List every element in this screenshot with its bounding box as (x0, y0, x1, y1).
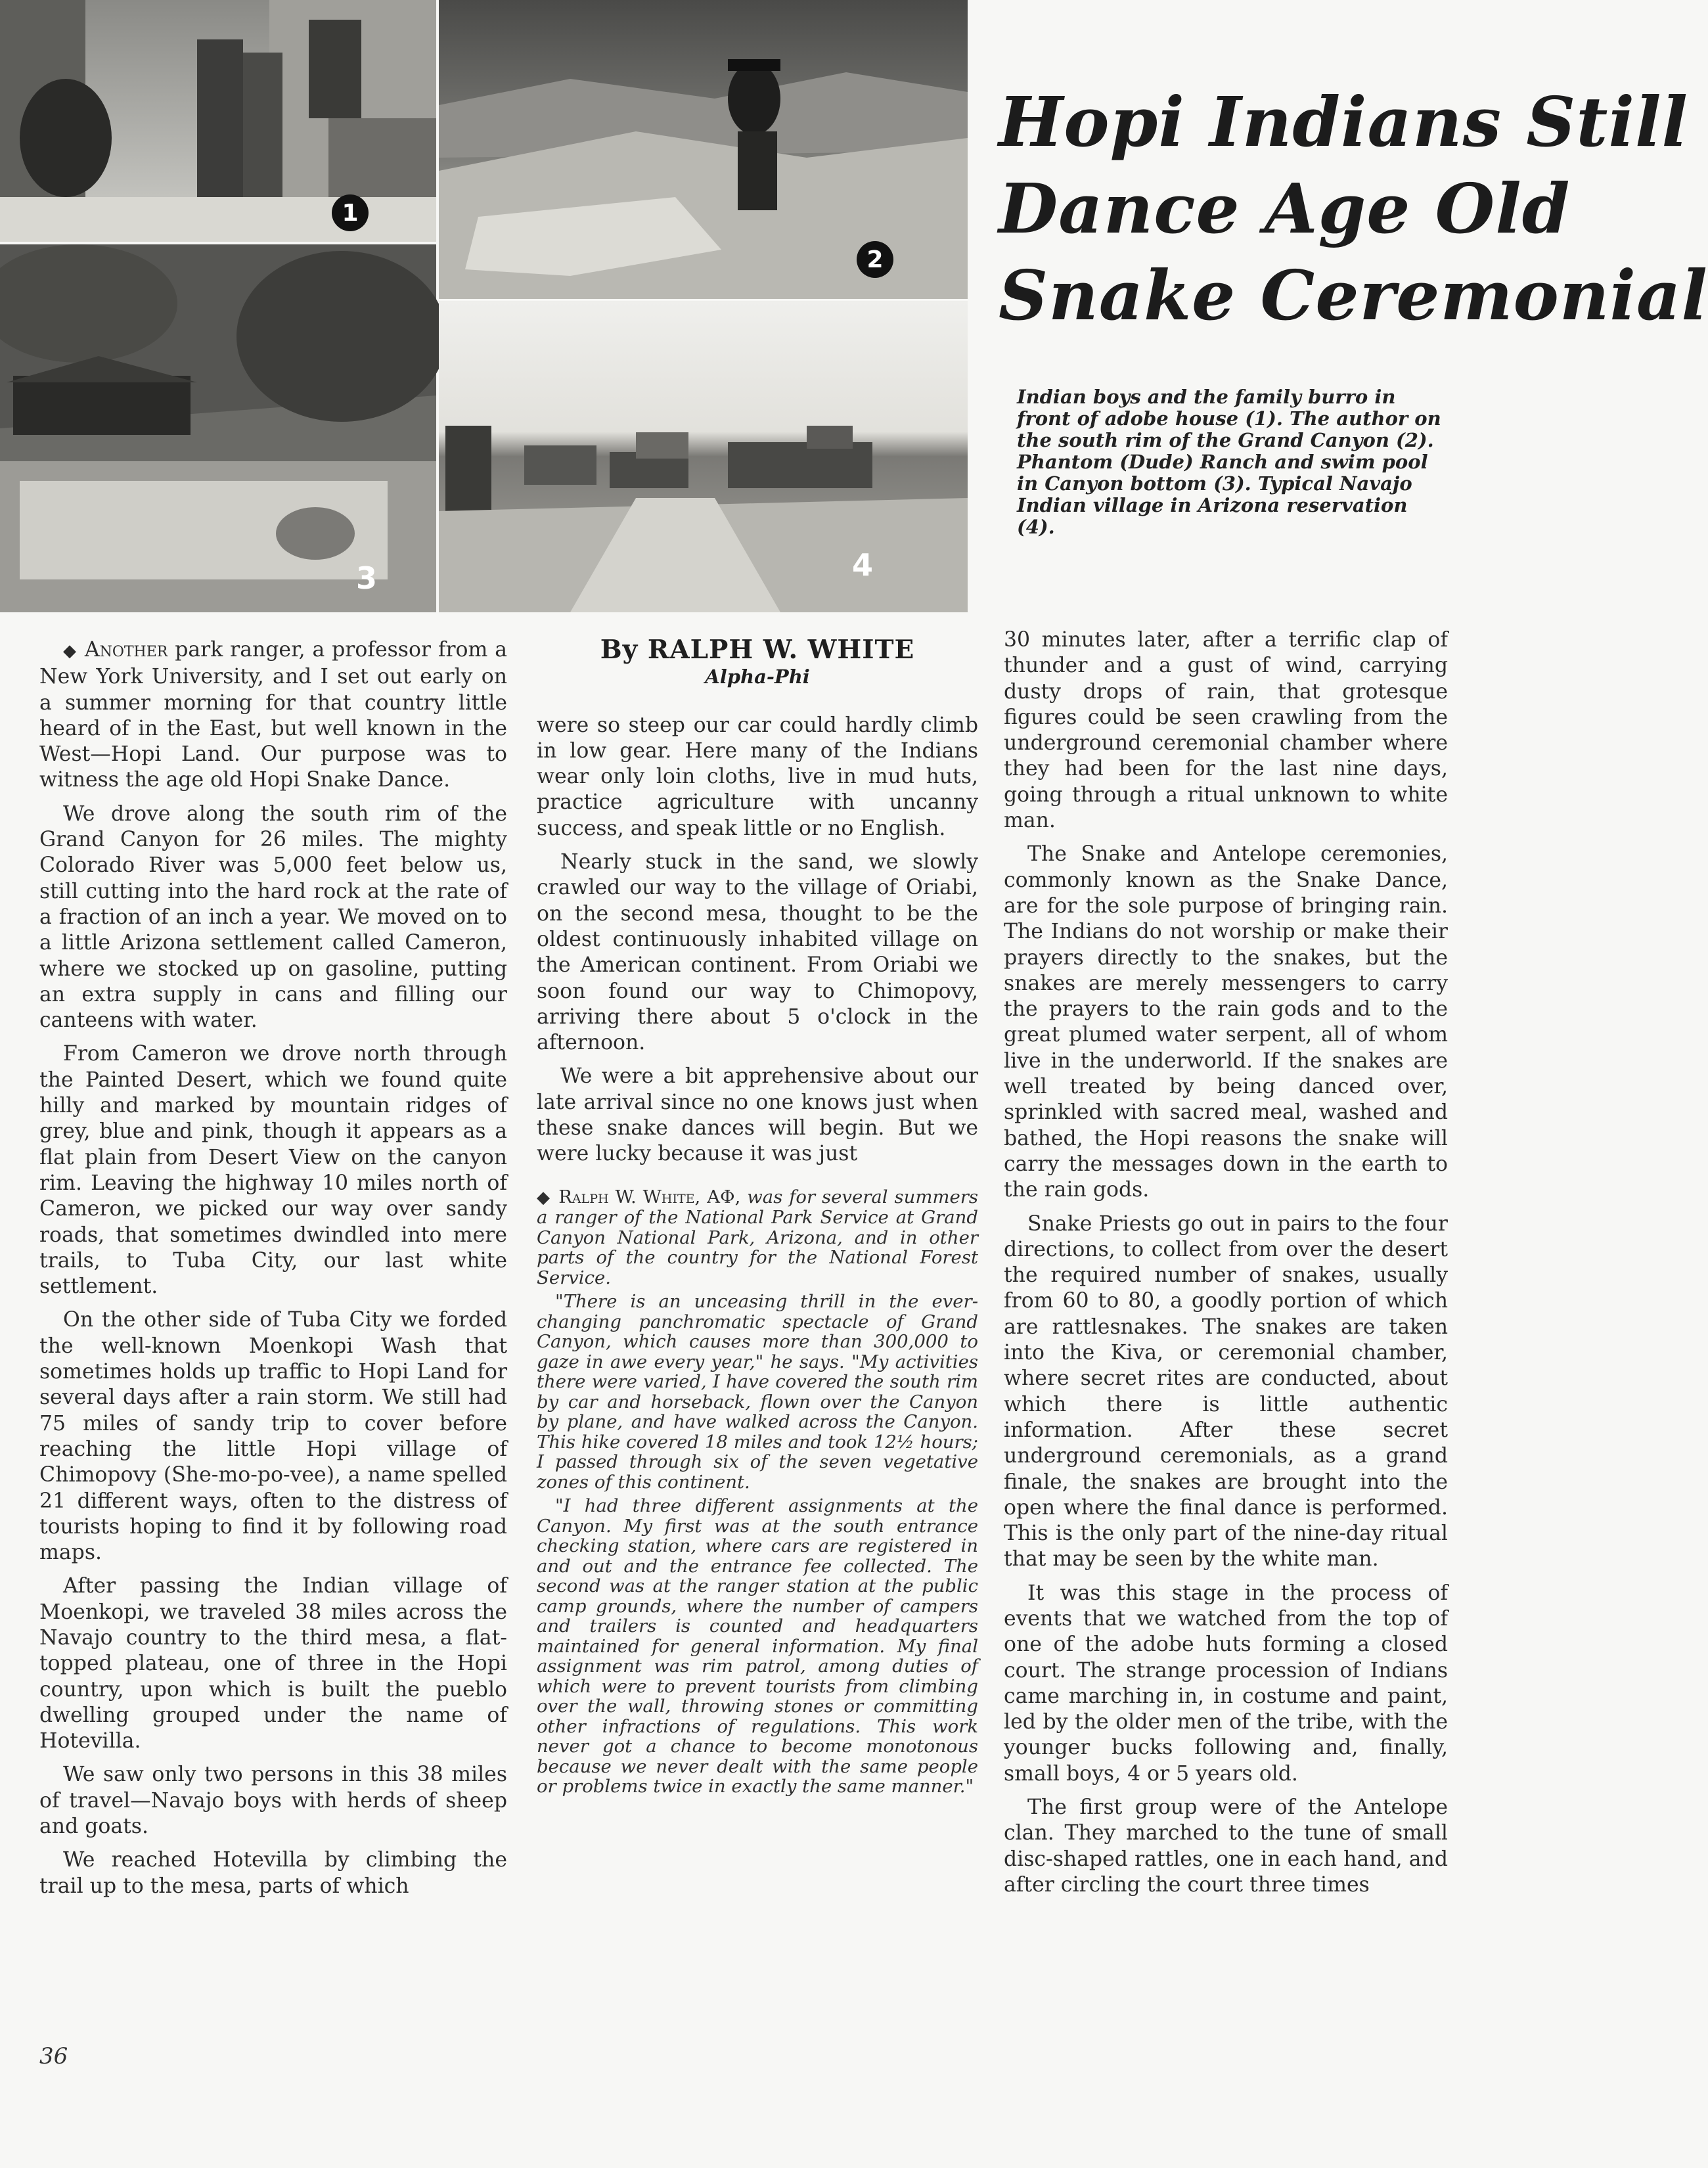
article-paragraph: On the other side of Tuba City we forded the well-known Moenkopi Wash that sometimes holds up traffic to Hopi Land for several days after a rain storm. We still had 75 miles of sandy trip to cover before reaching the little Hopi village of Chimopovy (She-mo-po-vee), a name spelled 21 different ways, often to the distress of tourists hoping to find it by following road maps. (39, 1308, 507, 1565)
sidebar-paragraph: "I had three different assignments at the Canyon. My first was at the south entrance checking station, where cars are registered in and out and the entrance fee collected. The second was at the ranger station at the public camp grounds, where the number of campers and trailers is counted and headquarters maintained for general information. My final assignment was rim patrol, among duties of which were to prevent tourists from climbing over the wall, throwing stones or committing other infractions of regulations. This work never got a chance to become monotonous because we never dealt with the same people or problems twice in exactly the same manner." (537, 1495, 978, 1797)
byline-author: By RALPH W. WHITE (600, 635, 915, 665)
photo-phantom-ranch-pool (0, 244, 436, 612)
article-paragraph: Nearly stuck in the sand, we slowly crawled our way to the village of Oriabi, on the second mesa, thought to be the oldest continuously inhabited village on the American continent. From Oriabi we soon found our way to Chimopovy, arriving there about 5 o'clock in the afternoon. (537, 850, 978, 1055)
article-paragraph (39, 637, 507, 794)
article-paragraph: The Snake and Antelope ceremonies, commonly known as the Snake Dance, are for the sole purpose of bringing rain. The Indians do not worship or make their prayers directly to the snakes, but the snakes are merely messengers to carry the prayers to the rain gods and to the great plumed water serpent, all of whom live in the underworld. If the snakes are well treated by being danced over, sprinkled with sacred meal, washed and bathed, the Hopi reasons the snake will carry the messages down in the earth to the rain gods. (1004, 842, 1448, 1202)
photo-number-1-badge: 1 (332, 194, 369, 231)
title-line-2: Dance Age Old (999, 168, 1571, 249)
article-title (999, 79, 1708, 339)
author-sidebar (537, 1187, 978, 1797)
article-paragraph: Snake Priests go out in pairs to the four directions, to collect from over the desert the required number of snakes, usually from 60 to 80, a goodly portion of which are rattlesnakes. The snakes are taken into the Kiva, or ceremonial chamber, where secret rites are conducted, about which there is little authentic information. After these secret underground ceremonials, as a grand finale, the snakes are brought into the open where the final dance is performed. This is the only part of the nine-day ritual that may be seen by the white man. (1004, 1211, 1448, 1571)
article-paragraph: After passing the Indian village of Moenkopi, we traveled 38 miles across the Navajo country to the third mesa, a flat-topped plateau, one of three in the Hopi country, upon which is built the pueblo dwelling grouped under the name of Hotevilla. (39, 1574, 507, 1753)
sidebar-author-name: Ralph W. White, AΦ, (558, 1186, 741, 1208)
sidebar-paragraph: "There is an unceasing thrill in the ever-changing panchromatic spectacle of Grand Canyon, which causes more than 300,000 to gaze in awe every year," he says. "My activities there were varied, I have covered the south rim by car and horseback, flown over the Canyon by plane, and have walked across the Canyon. This hike covered 18 miles and took 12½ hours; I passed through six of the seven vegetative zones of this continent. (537, 1291, 978, 1493)
article-paragraph: We drove along the south rim of the Grand Canyon for 26 miles. The mighty Colorado River was 5,000 feet below us, still cutting into the hard rock at the rate of a fraction of an inch a year. We moved on to a little Arizona settlement called Cameron, where we stocked up on gasoline, putting an extra supply in cans and filling our canteens with water. (39, 802, 507, 1033)
sidebar-paragraph (537, 1187, 978, 1288)
diamond-bullet-icon: ◆ (63, 641, 77, 661)
page-number: 36 (39, 2043, 68, 2069)
article-paragraph: 30 minutes later, after a terrific clap of thunder and a gust of wind, carrying dusty drops of rain, that grotesque figures could be seen crawling from the underground ceremonial chamber where they had been for the last nine days, going through a ritual unknown to white man. (1004, 628, 1448, 833)
photo-navajo-village (439, 301, 968, 612)
article-paragraph: The first group were of the Antelope clan. They marched to the tune of small disc-shaped rattles, one in each hand, and after circling the court three times (1004, 1795, 1448, 1897)
byline-chapter: Alpha-Phi (705, 666, 810, 689)
article-paragraph: From Cameron we drove north through the Painted Desert, which we found quite hilly and marked by mountain ridges of grey, blue and pink, though it appears as a flat plain from Desert View on the canyon rim. Leaving the highway 10 miles north of Cameron, we picked our way over sandy roads, that sometimes dwindled into mere trails, to Tuba City, our last white settlement. (39, 1042, 507, 1299)
article-paragraph: It was this stage in the process of events that we watched from the top of one of the adobe huts forming a closed court. The strange procession of Indians came marching in, in costume and paint, led by the older men of the tribe, with the younger bucks following and, finally, small boys, 4 or 5 years old. (1004, 1581, 1448, 1786)
article-paragraph: We were a bit apprehensive about our late arrival since no one knows just when these snake dances will begin. But we were lucky because it was just (537, 1064, 978, 1166)
article-paragraph: were so steep our car could hardly climb in low gear. Here many of the Indians wear only loin cloths, live in mud huts, practice agriculture with uncanny success, and speak little or no English. (537, 713, 978, 840)
photo-indian-boys-adobe-house (0, 0, 436, 242)
title-line-3: Snake Ceremonial (999, 255, 1708, 336)
article-column-2 (537, 637, 978, 1801)
article-column-1 (39, 637, 507, 1907)
diamond-bullet-icon: ◆ (537, 1187, 551, 1208)
article-paragraph: We saw only two persons in this 38 miles of travel—Navajo boys with herds of sheep and goats. (39, 1763, 507, 1839)
article-column-3 (1004, 627, 1448, 1906)
article-paragraph: We reached Hotevilla by climbing the trail up to the mesa, parts of which (39, 1848, 507, 1898)
lead-text: park ranger, a professor from a New York University, and I set out early on a summer morning for that country little heard of in the East, but well known in the West—Hopi Land. Our purpose was to witness the age old Hopi Snake Dance. (39, 638, 507, 792)
photo-number-4-badge: 4 (851, 547, 873, 583)
photo-number-2-badge: 2 (857, 241, 893, 278)
photo-caption: Indian boys and the family burro in front of adobe house (1). The author on the south rim of the Grand Canyon (2). Phantom (Dude) Ranch and swim pool in Canyon bottom (3). Typical Navajo Indian village in Arizona reservation (4). (1017, 386, 1441, 538)
title-line-1: Hopi Indians Still (999, 81, 1688, 162)
lead-small-caps: Another (84, 638, 168, 662)
photo-number-3-badge: 3 (355, 560, 377, 596)
sidebar-text: was for several summers a ranger of the National Park Service at Grand Canyon National Park, Arizona, and in other parts of the country for the National Forest Service. (537, 1186, 979, 1288)
